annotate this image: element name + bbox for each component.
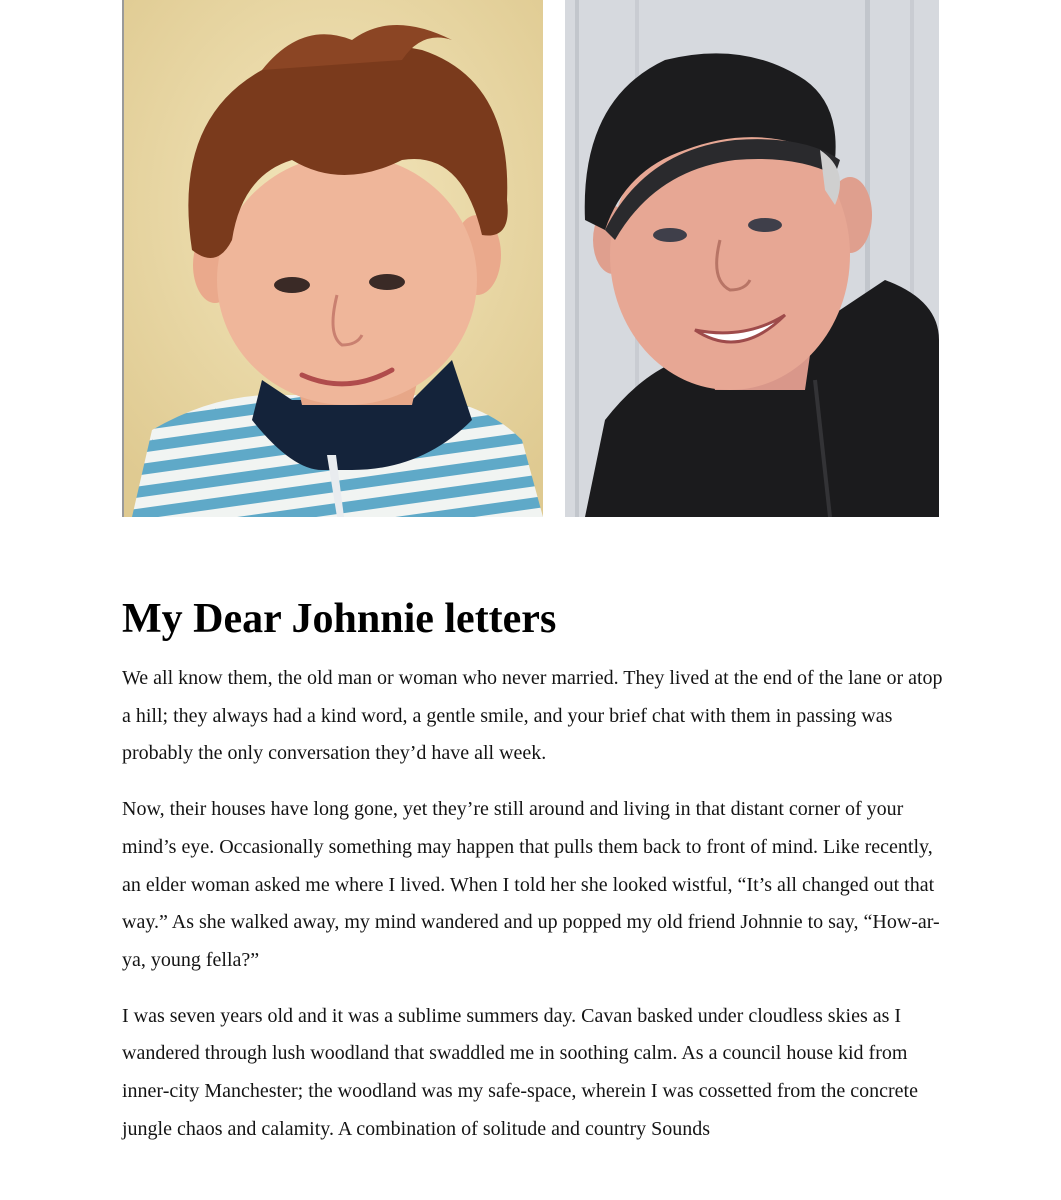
article-paragraph: I was seven years old and it was a sublime summers day. Cavan basked under cloudless skies as I wandered through lush woodland that swaddled me in soothing calm. As a council house kid from inner-city Manchester; the woodland was my safe-space, wherein I was cossetted from the concrete jungle chaos and calamity. A combination of solitude and country Sounds	[122, 1004, 918, 1140]
child-portrait-icon	[122, 0, 543, 517]
adult-portrait-photo	[565, 0, 939, 517]
adult-portrait-icon	[565, 0, 939, 517]
child-portrait-photo	[122, 0, 543, 517]
photo-pair	[122, 0, 939, 517]
article	[122, 592, 952, 1166]
article-title: My Dear Johnnie letters	[122, 596, 557, 642]
article-paragraph: We all know them, the old man or woman who never married. They lived at the end of the lane or atop a hill; they always had a kind word, a gentle smile, and your brief chat with them in passing was probably the only conversation they’d have all week.	[122, 667, 943, 765]
article-paragraph: Now, their houses have long gone, yet they’re still around and living in that distant corner of your mind’s eye. Occasionally something may happen that pulls them back to front of mind. Like recently, an elder woman asked me where I lived. When I told her she looked wistful, “It’s all changed out that way.” As she walked away, my mind wandered and up popped my old friend Johnnie to say, “How-ar-ya, young fella?”	[122, 798, 940, 971]
